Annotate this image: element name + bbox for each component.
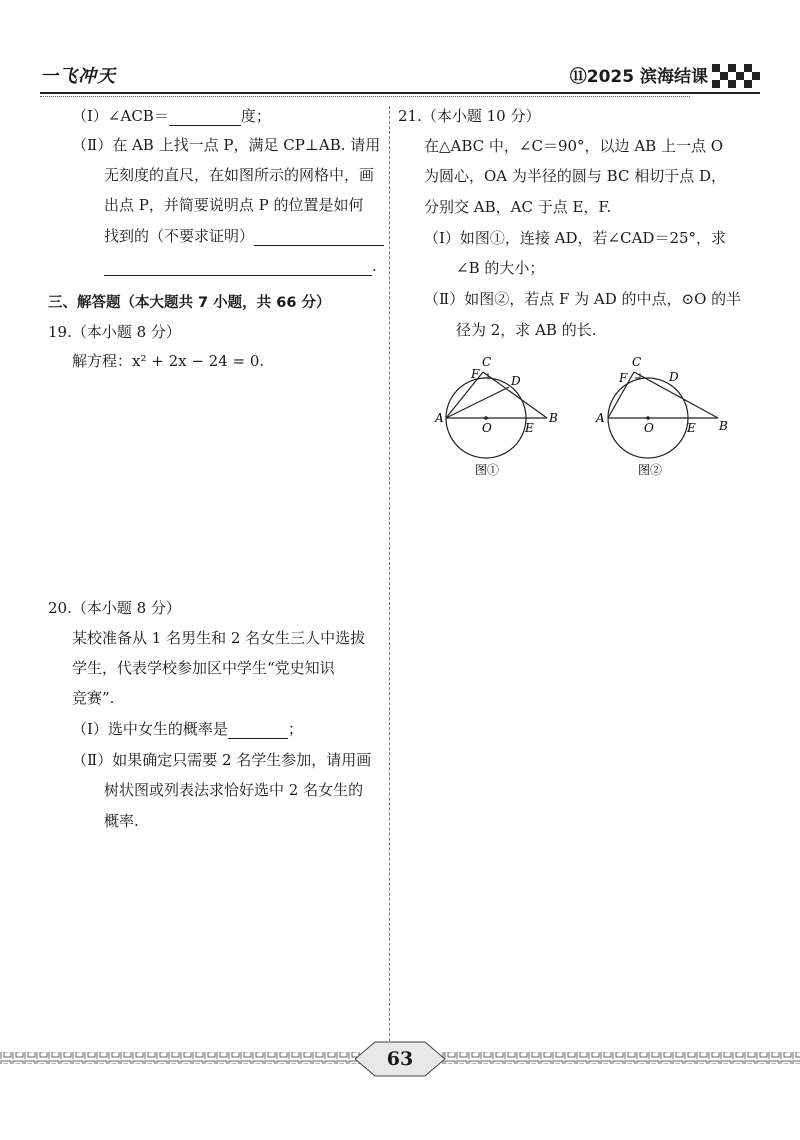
fig1-label-o: O [482, 421, 492, 435]
q21-part1-line2: ∠B 的大小； [456, 259, 545, 277]
q21-line3: 分别交 AB，AC 于点 E，F. [424, 198, 612, 216]
fig2-label-c: C [632, 355, 642, 369]
fig2-caption: 图② [638, 463, 663, 477]
brand-right: ⑪2025 滨海结课 [569, 67, 708, 87]
q18-part2-line1: （Ⅱ）在 AB 上找一点 P，满足 CP⊥AB. 请用 [72, 136, 381, 154]
q20-line2: 学生，代表学校参加区中学生“党史知识 [72, 659, 335, 677]
page-number: 63 [386, 1048, 414, 1070]
fig2-label-e: E [687, 421, 696, 435]
q20-part2-line3: 概率. [104, 812, 139, 830]
checker-decoration-icon [712, 64, 760, 92]
header-rule [40, 92, 760, 94]
q18-part1: （Ⅰ）∠ACB＝ 度； [72, 107, 271, 125]
q18-part2-line2: 无刻度的直尺，在如图所示的网格中，画 [104, 166, 375, 184]
q18-part2-line5: . [104, 256, 377, 276]
header-dotted-rule [40, 96, 690, 97]
q18-part2-line4: 找到的（不要求证明） [104, 226, 384, 246]
figure-1 [425, 352, 575, 482]
fig2-label-f: F [619, 371, 628, 385]
q21-line1: 在△ABC 中，∠C＝90°，以边 AB 上一点 O [424, 137, 724, 155]
q20-head: 20.（本小题 8 分） [48, 599, 181, 617]
fig2-label-b: B [719, 419, 728, 433]
figure-2 [588, 352, 738, 482]
fig1-label-c: C [482, 355, 492, 369]
q21-part2-line2: 径为 2，求 AB 的长. [456, 321, 597, 339]
q21-line2: 为圆心，OA 为半径的圆与 BC 相切于点 D， [424, 167, 727, 185]
fig1-label-e: E [525, 421, 534, 435]
answer-blank [169, 109, 241, 126]
fig2-label-d: D [669, 370, 679, 384]
q20-part2-line2: 树状图或列表法求恰好选中 2 名女生的 [104, 781, 364, 799]
q21-part1-line1: （Ⅰ）如图①，连接 AD，若∠CAD＝25°，求 [424, 229, 727, 247]
q20-line3: 竞赛”. [72, 689, 115, 707]
q20-line1: 某校准备从 1 名男生和 2 名女生三人中选拔 [72, 629, 366, 647]
answer-blank [254, 229, 384, 246]
fig2-label-a: A [596, 411, 605, 425]
answer-blank [228, 722, 288, 739]
column-divider [389, 106, 390, 1066]
fig1-label-f: F [471, 367, 480, 381]
fig1-caption: 图① [475, 463, 500, 477]
q20-part1: （Ⅰ）选中女生的概率是 ； [72, 720, 303, 738]
q20-part2-line1: （Ⅱ）如果确定只需要 2 名学生参加，请用画 [72, 751, 372, 769]
q21-part2-line1: （Ⅱ）如图②，若点 F 为 AD 的中点，⊙O 的半 [424, 290, 742, 308]
fig2-label-o: O [644, 421, 654, 435]
q19-head: 19.（本小题 8 分） [48, 323, 181, 341]
brand-left: 一飞冲天 [40, 66, 116, 87]
answer-blank [104, 259, 372, 276]
q19-body: 解方程：x² + 2x − 24 = 0. [72, 352, 265, 370]
q21-head: 21.（本小题 10 分） [398, 107, 541, 125]
fig1-label-d: D [511, 374, 521, 388]
section-title: 三、解答题（本大题共 7 小题，共 66 分） [48, 295, 331, 311]
fig1-label-a: A [435, 411, 444, 425]
q18-part2-line3: 出点 P，并简要说明点 P 的位置是如何 [104, 196, 364, 214]
fig1-label-b: B [549, 411, 558, 425]
